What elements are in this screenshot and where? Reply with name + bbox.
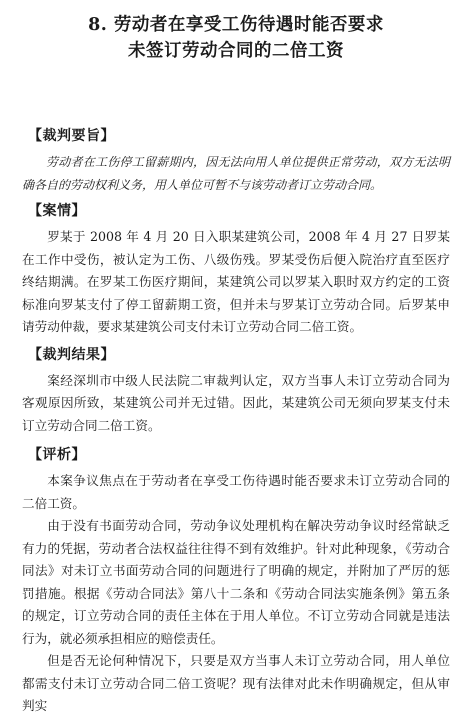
article-title (22, 12, 450, 64)
section-analysis (22, 445, 450, 718)
section-heading: 【裁判结果】 (28, 346, 115, 363)
section-heading: 【案情】 (28, 203, 86, 219)
section-heading: 【评析】 (28, 447, 86, 463)
paragraph: 由于没有书面劳动合同，劳动争议处理机构在解决劳动争议时经常缺乏有力的凭据，劳动者合法权益往往得不到有效维护。针对此种现象，《劳动合同法》对未订立书面劳动合同的问题进行了明确的规定，并附加了严厉的惩罚措施。根据《劳动合同法》第八十二条和《劳动合同法实施条例》第五条的规定，订立劳动合同的责任主体在于用人单位。不订立劳动合同就是违法行为，就必须承担相应的赔偿责任。 (22, 518, 450, 646)
section-heading: 【裁判要旨】 (28, 128, 115, 144)
title-line-1: 8. 劳动者在享受工伤待遇时能否要求 (88, 15, 384, 35)
title-line-2: 未签订劳动合同的二倍工资 (128, 41, 344, 61)
paragraph: 但是否无论何种情况下，只要是双方当事人未订立劳动合同，用人单位都需支付未订立劳动合同二倍工资呢？现有法律对此未作明确规定，但从审判实 (22, 653, 450, 713)
paragraph: 案经深圳市中级人民法院二审裁判认定，双方当事人未订立劳动合同为客观原因所致，某建筑公司并无过错。因此，某建筑公司无须向罗某支付未订立劳动合同二倍工资。 (22, 372, 450, 433)
section-judgment-gist (22, 126, 450, 196)
paragraph: 本案争议焦点在于劳动者在享受工伤待遇时能否要求未订立劳动合同的二倍工资。 (22, 473, 450, 511)
section-judgment-result (22, 345, 450, 438)
paragraph: 罗某于 2008 年 4 月 20 日入职某建筑公司，2008 年 4 月 27 日罗某在工作中受伤，被认定为工伤、八级伤残。罗某受伤后便入院治疗直至医疗终结期满。在罗某工伤医疗期间，某建筑公司以罗某入职时双方约定的工资标准向罗某支付了停工留薪期工资，但并未与罗某订立劳动合同。后罗某申请劳动仲裁，要求某建筑公司支付未订立劳动合同二倍工资。 (22, 229, 450, 334)
paragraph: 劳动者在工伤停工留薪期内，因无法向用人单位提供正常劳动，双方无法明确各自的劳动权利义务，用人单位可暂不与该劳动者订立劳动合同。 (22, 155, 450, 192)
section-case-facts (22, 201, 450, 339)
